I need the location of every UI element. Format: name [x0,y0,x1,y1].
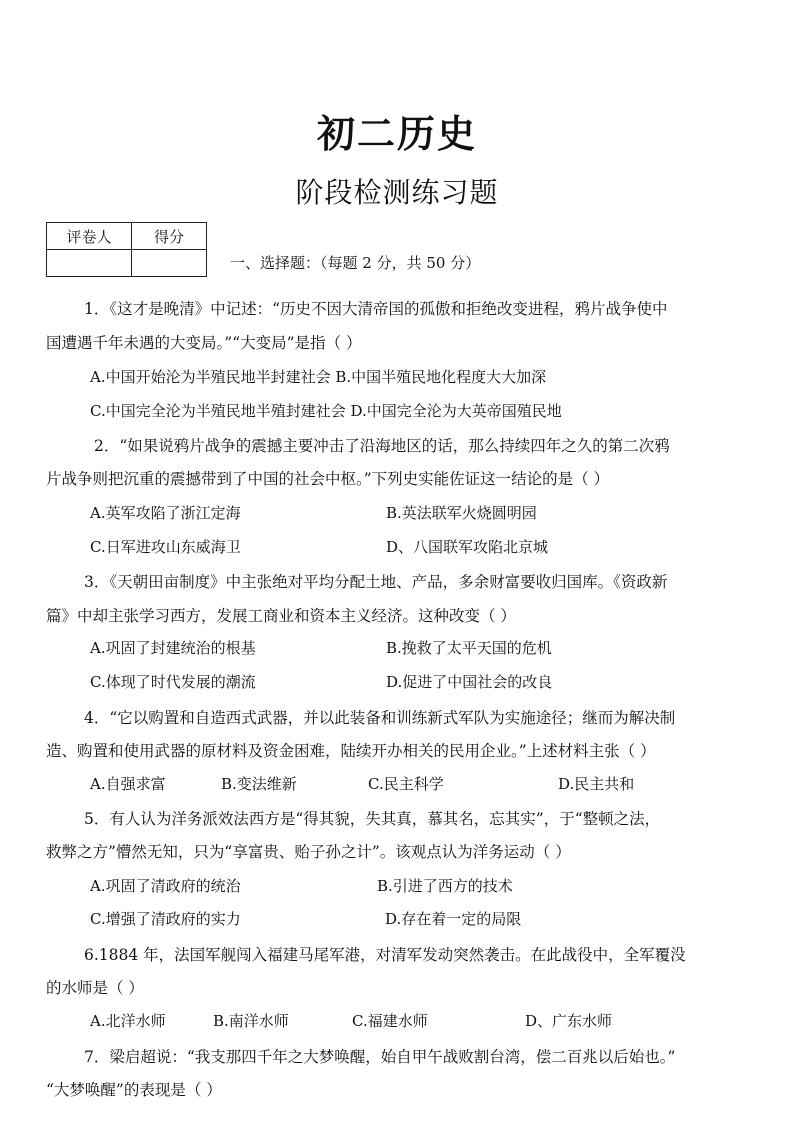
question-4-option-c: C.民主科学 [368,775,444,793]
question-2-option-d: D、八国联军攻陷北京城 [386,538,549,556]
question-4-option-d: D.民主共和 [558,775,635,793]
page-subtitle: 阶段检测练习题 [295,176,499,209]
question-2-option-c: C.日军进攻山东威海卫 [90,538,241,556]
question-3-option-b: B.挽救了太平天国的危机 [386,639,552,657]
question-4-line-2: 造、购置和使用武器的原材料及资金困难，陆续开办相关的民用企业。”上述材料主张（ ） [46,742,656,760]
question-1-line-1: 1．《这才是晚清》中记述：“历史不因大清帝国的孤傲和拒绝改变进程，鸦片战争使中 [84,300,668,318]
question-5-option-c: C.增强了清政府的实力 [90,910,241,928]
question-5-option-d: D.存在着一定的局限 [385,910,522,928]
question-4-option-a: A.自强求富 [90,775,166,793]
question-5-line-1: 5．有人认为洋务派效法西方是“得其貌，失其真，慕其名，忘其实”，于“整顿之法， [84,810,661,828]
question-6-option-a: A.北洋水师 [90,1012,166,1030]
question-5-line-2: 救弊之方”懵然无知，只为“享富贵、贻子孙之计”。该观点认为洋务运动（ ） [46,843,571,861]
question-2-line-1: 2．“如果说鸦片战争的震撼主要冲击了沿海地区的话，那么持续四年之久的第二次鸦 [94,437,670,455]
question-3-line-1: 3．《天朝田亩制度》中主张绝对平均分配土地、产品，多余财富要收归国库。《资政新 [84,573,668,591]
page-title: 初二历史 [316,111,477,156]
question-3-option-a: A.巩固了封建统治的根基 [90,639,256,657]
question-2-line-2: 片战争则把沉重的震撼带到了中国的社会中枢。”下列史实能佐证这一结论的是（ ） [46,470,610,488]
question-5-option-b: B.引进了西方的技术 [377,877,513,895]
section-heading: 一、选择题：（每题 2 分，共 50 分） [230,254,481,272]
question-1-options-cd: C.中国完全沦为半殖民地半殖封建社会 D.中国完全沦为大英帝国殖民地 [90,402,562,420]
question-1-line-2: 国遭遇千年未遇的大变局。”“大变局”是指（ ） [46,334,362,352]
question-6-option-d: D、广东水师 [525,1012,613,1030]
score-table [46,222,207,277]
question-6-option-c: C.福建水师 [352,1012,428,1030]
question-6-option-b: B.南洋水师 [213,1012,289,1030]
question-7-line-1: 7．梁启超说：“我支那四千年之大梦唤醒，始自甲午战败割台湾，偿二百兆以后始也。” [84,1048,676,1066]
grader-cell[interactable] [47,250,132,277]
question-6-line-1: 6.1884 年，法国军舰闯入福建马尾军港，对清军发动突然袭击。在此战役中，全军覆没 [84,946,686,964]
question-7-line-2: “大梦唤醒”的表现是（ ） [46,1081,222,1099]
question-6-line-2: 的水师是（ ） [46,979,144,997]
question-5-option-a: A.巩固了清政府的统治 [90,877,241,895]
score-header: 得分 [132,223,207,250]
question-3-option-c: C.体现了时代发展的潮流 [90,673,256,691]
score-cell[interactable] [132,250,207,277]
question-4-line-1: 4．“它以购置和自造西式武器，并以此装备和训练新式军队为实施途径；继而为解决制 [84,709,676,727]
question-4-option-b: B.变法维新 [221,775,297,793]
question-2-option-a: A.英军攻陷了浙江定海 [90,504,241,522]
grader-header: 评卷人 [47,223,132,250]
question-2-option-b: B.英法联军火烧圆明园 [386,504,537,522]
question-1-options-ab: A.中国开始沦为半殖民地半封建社会 B.中国半殖民地化程度大大加深 [90,368,547,386]
question-3-option-d: D.促进了中国社会的改良 [386,673,553,691]
question-3-line-2: 篇》中却主张学习西方，发展工商业和资本主义经济。这种改变（ ） [46,607,516,625]
